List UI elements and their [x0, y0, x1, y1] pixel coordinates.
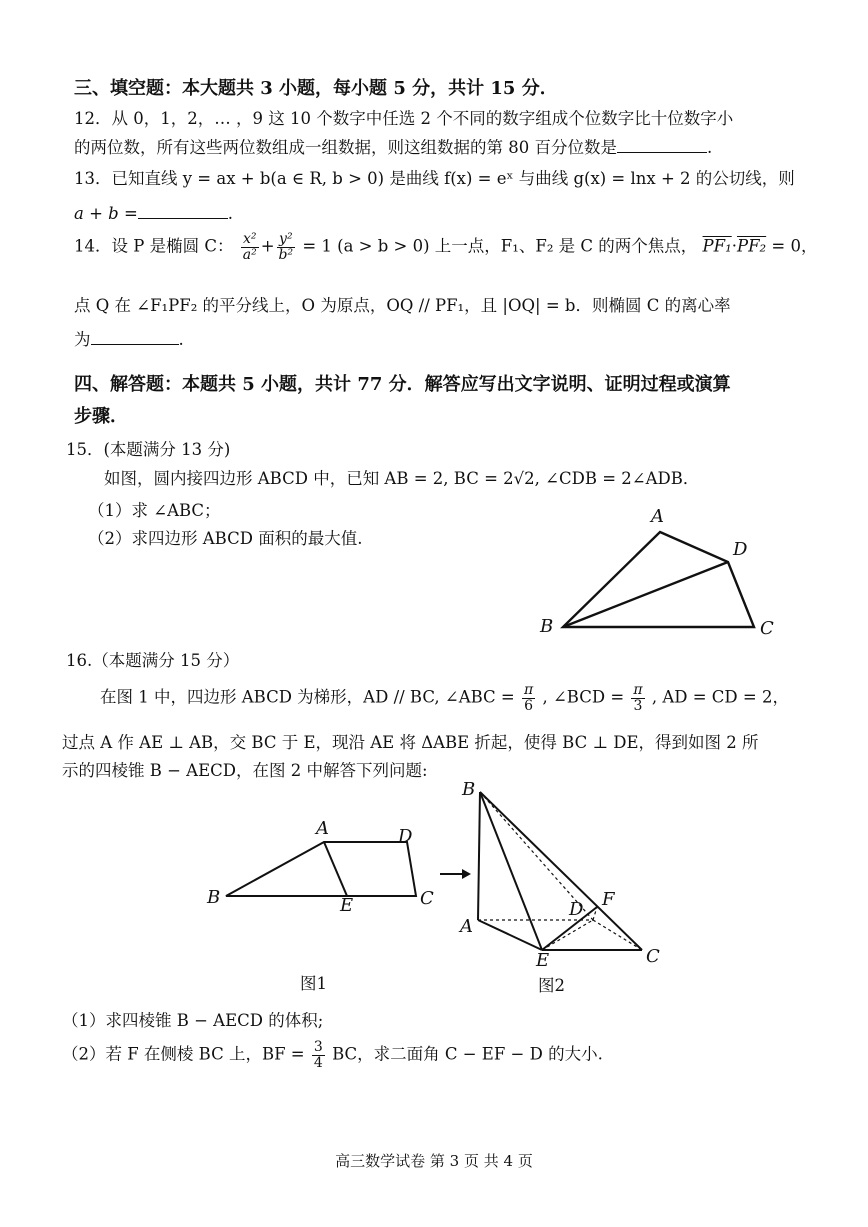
- fig1-label-c: C: [420, 888, 434, 909]
- q14-answer-blank: [91, 343, 179, 345]
- pi-num-1: π: [524, 682, 534, 698]
- six: 6: [524, 697, 534, 714]
- fig15-label-c: C: [760, 618, 774, 639]
- q13-line1: 13．已知直线 y = ax + b(a ∈ R, b > 0) 是曲线 f(x) = eˣ 与曲线 g(x) = lnx + 2 的公切线，则: [74, 169, 795, 188]
- y2: y²: [277, 232, 296, 248]
- q16-title: 16.（本题满分 15 分）: [66, 651, 240, 670]
- fig2-label-d: D: [569, 899, 584, 920]
- fig15-label-b: B: [540, 616, 554, 637]
- q15-line1: 如图，圆内接四边形 ABCD 中，已知 AB = 2, BC = 2√2, ∠CDB = 2∠ADB．: [104, 469, 700, 488]
- three-quarters: [312, 1040, 325, 1070]
- q14-text-a: 14．设 P 是椭圆 C：: [74, 236, 234, 256]
- q16-text-a: 在图 1 中，四边形 ABCD 为梯形，AD // BC, ∠ABC =: [100, 687, 515, 707]
- q13-text: a + b =: [74, 204, 138, 223]
- q14-text-b: = 1 (a > b > 0) 上一点，F₁、F₂ 是 C 的两个焦点，: [302, 236, 698, 256]
- q16-part2: [62, 1040, 603, 1070]
- x2-over-a2: [241, 232, 259, 262]
- fig2-label-a: A: [460, 916, 473, 937]
- plus-sign: +: [260, 236, 275, 256]
- q13-answer-blank: [138, 217, 228, 219]
- b2: b²: [278, 246, 294, 263]
- section4-heading-line2: 步骤．: [74, 406, 128, 427]
- q14-line2: 点 Q 在 ∠F₁PF₂ 的平分线上，O 为原点，OQ // PF₁，且 |OQ| = b．则椭圆 C 的离心率: [74, 296, 731, 315]
- y2-over-b2: [277, 232, 296, 262]
- q12-text: 的两位数，所有这些两位数组成一组数据，则这组数据的第 80 百分位数是: [74, 138, 617, 157]
- fig1-label-b: B: [207, 887, 221, 908]
- page-footer: 高三数学试卷 第 3 页 共 4 页: [335, 1152, 533, 1170]
- pi-over-3: [631, 683, 644, 713]
- fig1-label-a: A: [316, 818, 329, 839]
- q14-text-c: = 0，: [771, 236, 818, 256]
- q16-line3: 示的四棱锥 B − AECD，在图 2 中解答下列问题:: [62, 761, 428, 780]
- q16-text-b: , ∠BCD =: [542, 687, 625, 707]
- q12-line1: 12．从 0，1，2，… ，9 这 10 个数字中任选 2 个不同的数字组成个位数字比十位数字小: [74, 109, 734, 128]
- q14-text-wei: 为: [74, 330, 91, 349]
- vector-pf1: PF₁: [702, 236, 732, 256]
- fig1-label-d: D: [398, 826, 413, 847]
- pi-num-2: π: [633, 682, 643, 698]
- figure2-pyramid: [455, 780, 665, 980]
- frac-num: 3: [313, 1039, 323, 1055]
- fig15-label-a: A: [651, 506, 664, 527]
- q13-line2: a + b = .: [74, 204, 234, 223]
- fig2-label-c: C: [646, 946, 660, 967]
- fig2-label-f: F: [602, 889, 615, 910]
- q12-line2: 的两位数，所有这些两位数组成一组数据，则这组数据的第 80 百分位数是 .: [74, 138, 713, 157]
- q15-title: 15．(本题满分 13 分): [66, 440, 231, 459]
- fig2-caption: 图2: [538, 976, 565, 995]
- fig2-label-b: B: [462, 779, 476, 800]
- x2: x²: [241, 232, 259, 248]
- q15-part1: （1）求 ∠ABC；: [88, 501, 221, 520]
- q14-line3: 为 .: [74, 330, 184, 349]
- dot-product-sign: ·: [731, 236, 737, 256]
- q16-part2-text-b: BC，求二面角 C − EF − D 的大小.: [332, 1044, 603, 1064]
- a2: a²: [242, 246, 257, 263]
- section3-heading: 三、填空题：本大题共 3 小题，每小题 5 分，共计 15 分．: [74, 78, 558, 99]
- fig15-label-d: D: [733, 539, 748, 560]
- q12-answer-blank: [617, 151, 707, 153]
- q16-part1: （1）求四棱锥 B − AECD 的体积;: [62, 1011, 324, 1030]
- q16-line1: [100, 683, 789, 713]
- fig2-label-e: E: [536, 950, 550, 971]
- pi-over-6: [522, 683, 535, 713]
- q14-line1: [74, 232, 817, 262]
- q15-part2: （2）求四边形 ABCD 面积的最大值.: [88, 529, 363, 548]
- three: 3: [633, 697, 643, 714]
- fig1-label-e: E: [340, 895, 354, 916]
- fig1-caption: 图1: [300, 974, 327, 993]
- q16-text-c: , AD = CD = 2，: [651, 687, 789, 707]
- vector-pf2: PF₂: [736, 236, 767, 256]
- q16-line2: 过点 A 作 AE ⊥ AB，交 BC 于 E，现沿 AE 将 ΔABE 折起，使得 BC ⊥ DE，得到如图 2 所: [62, 733, 759, 752]
- section4-heading-line1: 四、解答题：本题共 5 小题，共计 77 分．解答应写出文字说明、证明过程或演算: [74, 374, 731, 395]
- frac-den: 4: [313, 1054, 323, 1071]
- q16-part2-text-a: （2）若 F 在侧棱 BC 上，BF =: [62, 1044, 305, 1064]
